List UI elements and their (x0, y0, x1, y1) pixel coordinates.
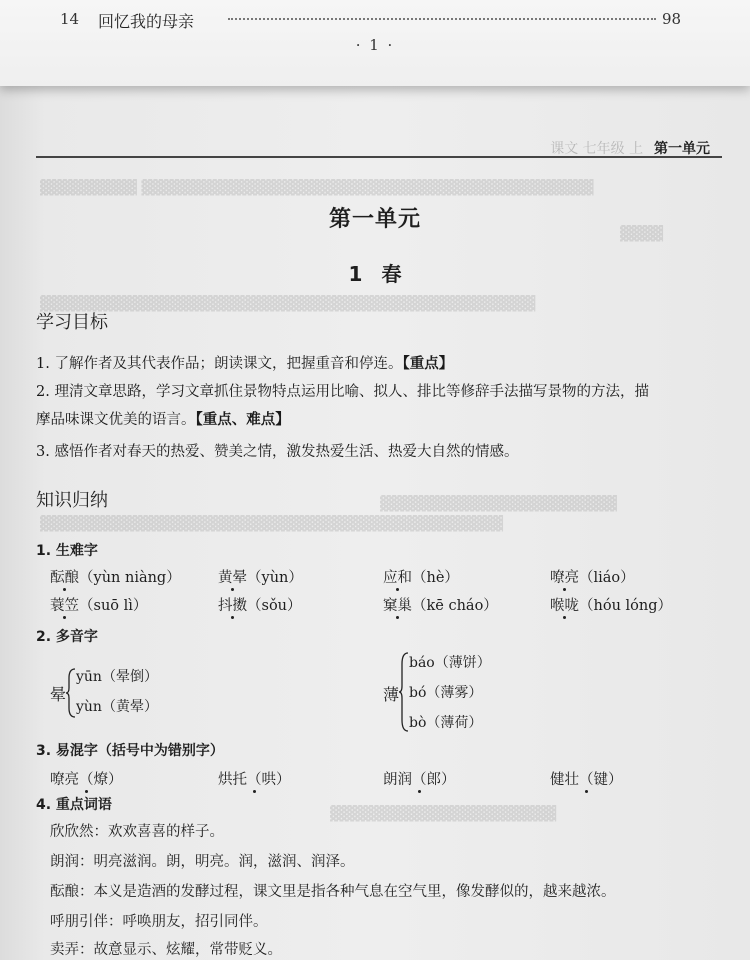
confusable-item: 烘托（哄） (218, 772, 291, 788)
difficult-char-item: 喉咙（hóu lóng） (550, 598, 673, 614)
confusable-item: 健壮（键） (550, 772, 623, 788)
toc-title: 回忆我的母亲 (98, 12, 195, 31)
difficult-chars-heading: 1. 生难字 (36, 543, 98, 559)
difficult-char-item: 抖擞（sǒu） (218, 598, 302, 614)
vocab-item: 朗润：明亮滋润。朗，明亮。润，滋润、润泽。 (50, 854, 355, 870)
bleed-through-text: ▓▓▓▓▓▓▓▓▓▓▓▓▓▓▓▓▓▓▓▓▓ (330, 806, 557, 822)
goal-text: 1. 了解作者及其代表作品；朗读课文，把握重音和停连。 (36, 356, 403, 372)
unit-title: 第一单元 (328, 207, 421, 232)
polyphonic-reading: bó（薄雾） (409, 685, 483, 701)
difficult-char-item: 蓑笠（suō lì） (50, 598, 148, 614)
difficult-char-item: 窠巢（kē cháo） (383, 598, 498, 614)
bleed-through-text: ▓▓▓▓▓▓▓▓▓ ▓▓▓▓▓▓▓▓▓▓▓▓▓▓▓▓▓▓▓▓▓▓▓▓▓▓▓▓▓▓▓▓▓▓▓▓▓▓▓▓▓▓ (40, 180, 594, 196)
brace-icon (66, 668, 76, 718)
vocab-item: 欣欣然：欢欢喜喜的样子。 (50, 824, 224, 840)
vocab-item: 呼朋引伴：呼唤朋友，招引同伴。 (50, 914, 268, 930)
polyphonic-reading: yùn（黄晕） (76, 699, 158, 715)
header-rule (36, 156, 722, 158)
polyphonic-reading: bò（薄荷） (409, 715, 483, 731)
lesson-title (0, 258, 750, 287)
difficult-char-item: 黄晕（yùn） (218, 570, 303, 586)
confusable-item: 朗润（郎） (383, 772, 456, 788)
difficult-char-item: 嘹亮（liáo） (550, 570, 635, 586)
toc-leader-dots (228, 18, 656, 20)
goal-tag: 【重点】 (402, 355, 454, 372)
goal-text: 3. 感悟作者对春天的热爱、赞美之情，激发热爱生活、热爱大自然的情感。 (36, 444, 519, 460)
goal-text: 摩品味课文优美的语言。 (36, 412, 196, 428)
toc-page: 98 (662, 10, 682, 28)
vocab-item: 酝酿：本义是造酒的发酵过程，课文里是指各种气息在空气里，像发酵似的，越来越浓。 (50, 884, 616, 900)
confusable-heading: 3. 易混字（括号中为错别字） (36, 743, 224, 759)
document-page (0, 86, 750, 960)
bleed-through-text: ▓▓▓▓▓▓▓▓▓▓▓▓▓▓▓▓▓▓▓▓▓▓▓▓▓▓▓▓▓▓▓▓▓▓▓▓▓▓▓▓▓▓▓ (40, 516, 503, 532)
page-number: · 1 · (355, 36, 395, 54)
bleed-through-text: ▓▓▓▓▓▓▓▓▓▓▓▓▓▓▓▓▓▓▓▓▓▓▓▓▓▓▓▓▓▓▓▓▓▓▓▓▓▓▓▓▓▓▓▓▓▓ (40, 296, 536, 312)
running-head (550, 138, 710, 158)
goals-heading: 学习目标 (36, 312, 108, 333)
lesson-number: 1 (348, 262, 363, 286)
difficult-char-item: 酝酿（yùn niàng） (50, 570, 181, 586)
polyphonic-char: 晕 (50, 685, 67, 704)
lesson-name: 春 (381, 262, 402, 286)
goal-text: 2. 理清文章思路，学习文章抓住景物特点运用比喻、拟人、排比等修辞手法描写景物的方法，描 (36, 384, 649, 400)
vocab-heading: 4. 重点词语 (36, 797, 112, 813)
polyphonic-reading: báo（薄饼） (409, 655, 491, 671)
goal-item (36, 406, 714, 434)
polyphonic-reading: yūn（晕倒） (76, 669, 158, 685)
running-head-faint: 课文 七年级 上 (550, 141, 644, 157)
running-head-unit: 第一单元 (654, 141, 710, 157)
difficult-char-item: 应和（hè） (383, 570, 459, 586)
polyphonic-char: 薄 (383, 685, 400, 704)
goal-item (36, 350, 714, 378)
previous-page-strip (0, 0, 750, 86)
bleed-through-text: ▓▓▓▓ (620, 226, 664, 242)
confusable-item: 嘹亮（燎） (50, 772, 123, 788)
vocab-item: 卖弄：故意显示、炫耀，常带贬义。 (50, 942, 282, 958)
goal-item (36, 438, 714, 466)
toc-number: 14 (60, 10, 80, 28)
knowledge-heading: 知识归纳 (36, 490, 108, 511)
bleed-through-text: ▓▓▓▓▓▓▓▓▓▓▓▓▓▓▓▓▓▓▓▓▓▓ (380, 496, 617, 512)
brace-icon (399, 652, 409, 732)
goal-tag: 【重点、难点】 (195, 411, 290, 428)
goal-item (36, 378, 714, 406)
polyphonic-heading: 2. 多音字 (36, 629, 98, 645)
